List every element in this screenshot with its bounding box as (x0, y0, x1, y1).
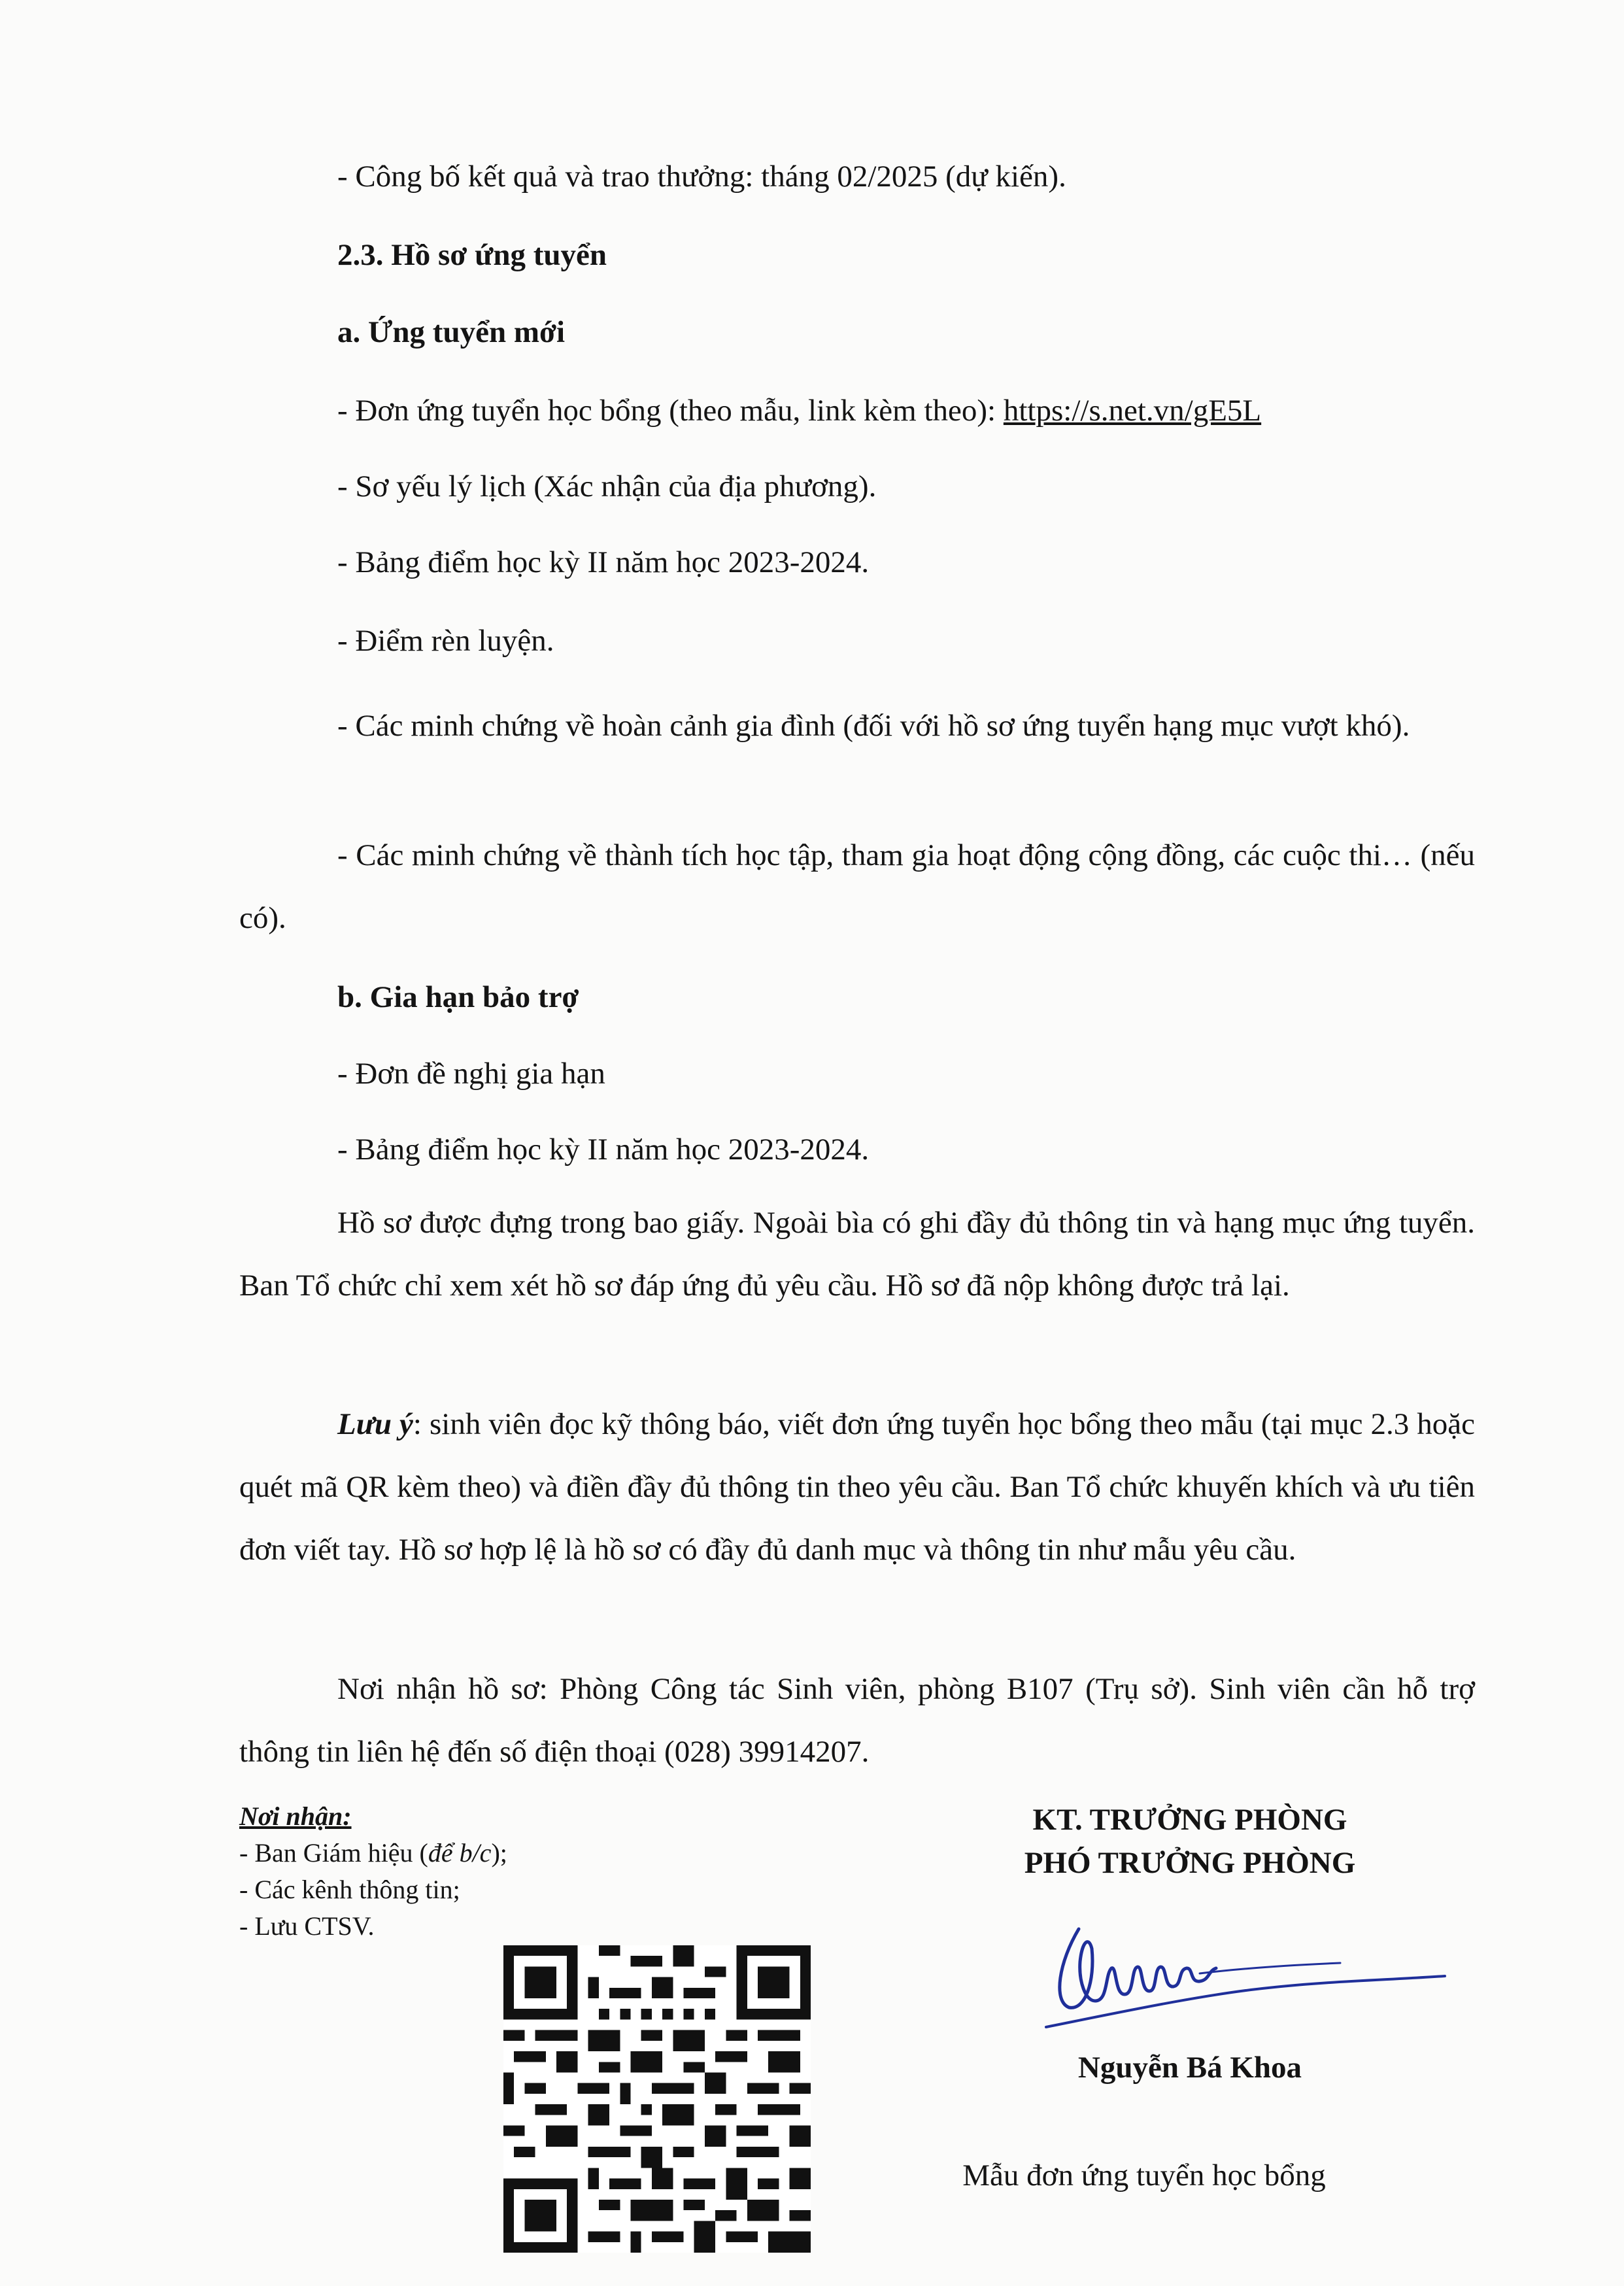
recipient-board-suffix: ); (491, 1838, 507, 1868)
qr-caption: Mẫu đơn ứng tuyển học bổng (962, 2158, 1326, 2192)
application-form-link[interactable]: https://s.net.vn/gE5L (1003, 394, 1262, 428)
renewal-transcript-line: - Bảng điểm học kỳ II năm học 2023-2024. (337, 1133, 870, 1167)
signature-title-line2: PHÓ TRƯỞNG PHÒNG (1024, 1846, 1356, 1880)
achievements-paragraph: - Các minh chứng về thành tích học tập, tham gia hoạt động cộng đồng, các cuộc thi… (nếu có). (239, 838, 1475, 935)
application-form-line (239, 391, 1475, 430)
recipient-board-note: để b/c (428, 1838, 492, 1868)
recipient-archive: - Lưu CTSV. (239, 1911, 375, 1941)
recipient-board-prefix: - Ban Giám hiệu ( (239, 1838, 428, 1868)
important-note-text: : sinh viên đọc kỹ thông báo, viết đơn ứng tuyển học bổng theo mẫu (tại mục 2.3 hoặc quét mã QR kèm theo) và điền đầy đủ thông tin theo yêu cầu. Ban Tổ chức khuyến khích và ưu tiên đơn viết tay. Hồ sơ hợp lệ là hồ sơ có đầy đủ danh mục và thông tin như mẫu yêu cầu. (239, 1407, 1475, 1567)
qr-code-icon[interactable] (503, 1945, 811, 2253)
application-form-text: - Đơn ứng tuyển học bổng (theo mẫu, link kèm theo): (337, 394, 1004, 428)
recipient-board (239, 1835, 507, 1871)
signature-title-block (941, 1798, 1438, 1885)
handwritten-signature-icon (1033, 1903, 1451, 2047)
new-application-heading: a. Ứng tuyển mới (337, 315, 566, 349)
recipients-title: Nơi nhận: (239, 1801, 352, 1831)
announce-result-line: - Công bố kết quả và trao thưởng: tháng 02/2025 (dự kiến). (337, 160, 1066, 194)
renewal-request-line: - Đơn đề nghị gia hạn (337, 1057, 605, 1091)
signature-title-line1: KT. TRƯỞNG PHÒNG (1032, 1803, 1347, 1837)
recipient-channels: - Các kênh thông tin; (239, 1875, 460, 1904)
submission-paragraph: Nơi nhận hồ sơ: Phòng Công tác Sinh viên, phòng B107 (Trụ sở). Sinh viên cần hỗ trợ thông tin liên hệ đến số điện thoại (028) 39914207. (239, 1672, 1475, 1769)
important-note-paragraph (239, 1393, 1475, 1581)
recipients-block (239, 1798, 507, 1945)
signer-name: Nguyễn Bá Khoa (1077, 2051, 1302, 2085)
section-heading: 2.3. Hồ sơ ứng tuyển (337, 238, 607, 272)
important-note-label: Lưu ý (337, 1407, 413, 1441)
conduct-line: - Điểm rèn luyện. (337, 624, 554, 658)
cv-line: - Sơ yếu lý lịch (Xác nhận của địa phương). (337, 469, 877, 503)
renewal-heading: b. Gia hạn bảo trợ (337, 980, 579, 1014)
transcript-line: - Bảng điểm học kỳ II năm học 2023-2024. (337, 545, 870, 579)
family-evidence-paragraph: - Các minh chứng về hoàn cảnh gia đình (đối với hồ sơ ứng tuyển hạng mục vượt khó). (337, 709, 1410, 743)
envelope-note-paragraph: Hồ sơ được đựng trong bao giấy. Ngoài bìa có ghi đầy đủ thông tin và hạng mục ứng tuyển. Ban Tổ chức chỉ xem xét hồ sơ đáp ứng đủ yêu cầu. Hồ sơ đã nộp không được trả lại. (239, 1206, 1475, 1303)
